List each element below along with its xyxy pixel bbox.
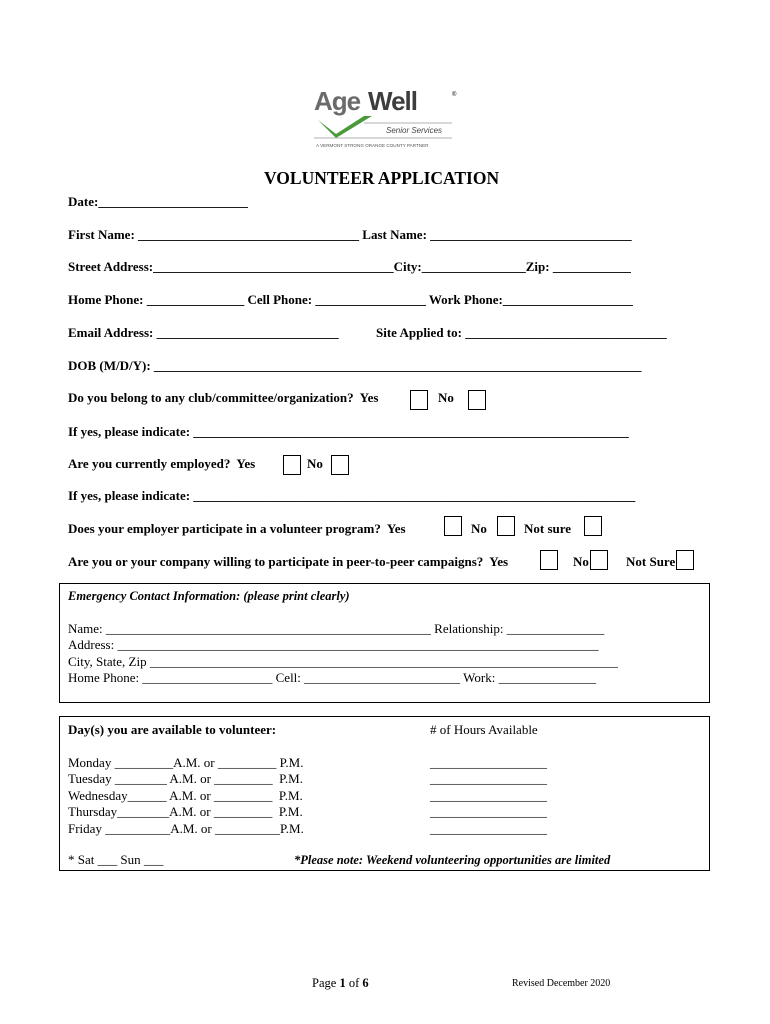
- revised-date: Revised December 2020: [512, 978, 611, 989]
- name-fields[interactable]: First Name: __________________________________ Last Name: _______________________________: [68, 227, 632, 242]
- hours-monday[interactable]: __________________: [430, 755, 547, 770]
- peer-no-label: No: [573, 554, 589, 569]
- logo-subtitle: Senior Services: [386, 126, 443, 135]
- employer-no-label: No: [471, 521, 487, 536]
- employed-no-checkbox[interactable]: [331, 455, 349, 475]
- emergency-heading: Emergency Contact Information: (please print clearly): [68, 589, 350, 603]
- emergency-name-field[interactable]: Name: __________________________________________________ Relationship: _______________: [68, 621, 605, 636]
- emergency-address-field[interactable]: Address: __________________________________________________________________________: [68, 637, 599, 652]
- employer-yes-checkbox[interactable]: [444, 516, 462, 536]
- page-current: 1: [339, 976, 346, 990]
- employer-question: Does your employer participate in a volunteer program? Yes: [68, 521, 406, 536]
- peer-yes-checkbox[interactable]: [540, 550, 558, 570]
- day-friday[interactable]: Friday __________A.M. or __________P.M.: [68, 821, 304, 836]
- site-applied-field[interactable]: Site Applied to: _______________________________: [376, 325, 667, 340]
- logo-age-text: Age: [314, 86, 361, 116]
- employed-no-label: No: [307, 456, 323, 471]
- phone-fields[interactable]: Home Phone: _______________ Cell Phone: _________________ Work Phone:____________________: [68, 292, 633, 307]
- employer-not-sure-label: Not sure: [524, 521, 572, 536]
- address-fields[interactable]: Street Address:_____________________________________City:________________Zip: ____________: [68, 259, 631, 274]
- page-title: VOLUNTEER APPLICATION: [264, 168, 500, 188]
- dob-field[interactable]: DOB (M/D/Y): ___________________________________________________________________________: [68, 358, 642, 373]
- weekend-field[interactable]: * Sat ___ Sun ___: [68, 852, 164, 867]
- page-prefix: Page: [312, 976, 340, 990]
- peer-not-sure-checkbox[interactable]: [676, 550, 694, 570]
- agewell-logo: [312, 86, 462, 152]
- employed-question: Are you currently employed? Yes: [68, 456, 256, 471]
- logo-swoosh: [318, 116, 372, 138]
- date-field[interactable]: Date:_______________________: [68, 194, 248, 209]
- day-monday[interactable]: Monday _________A.M. or _________ P.M.: [68, 755, 304, 770]
- club-indicate-field[interactable]: If yes, please indicate: ___________________________________________________________________: [68, 424, 629, 439]
- club-question: Do you belong to any club/committee/organization? Yes: [68, 390, 379, 405]
- hours-heading: # of Hours Available: [430, 722, 538, 737]
- day-thursday[interactable]: Thursday________A.M. or _________ P.M.: [68, 804, 303, 819]
- hours-thursday[interactable]: __________________: [430, 804, 547, 819]
- hours-tuesday[interactable]: __________________: [430, 771, 547, 786]
- weekend-note: *Please note: Weekend volunteering opportunities are limited: [294, 853, 611, 867]
- logo-reg-mark: ®: [452, 92, 457, 98]
- club-no-checkbox[interactable]: [468, 390, 486, 410]
- employed-indicate-field[interactable]: If yes, please indicate: ____________________________________________________________________: [68, 488, 636, 503]
- peer-not-sure-label: Not Sure: [626, 554, 676, 569]
- logo-well-text: Well: [368, 86, 417, 116]
- availability-heading: Day(s) you are available to volunteer:: [68, 722, 277, 737]
- page-number: [312, 976, 369, 991]
- page-of: of: [345, 976, 363, 990]
- hours-friday[interactable]: __________________: [430, 821, 547, 836]
- peer-no-checkbox[interactable]: [590, 550, 608, 570]
- hours-wednesday[interactable]: __________________: [430, 788, 547, 803]
- peer-question: Are you or your company willing to participate in peer-to-peer campaigns? Yes: [68, 554, 509, 569]
- emergency-city-field[interactable]: City, State, Zip ________________________________________________________________________: [68, 654, 618, 669]
- club-no-label: No: [438, 390, 454, 405]
- email-field[interactable]: Email Address: ____________________________: [68, 325, 339, 340]
- page-total: 6: [362, 976, 369, 990]
- day-wednesday[interactable]: Wednesday______ A.M. or _________ P.M.: [68, 788, 303, 803]
- day-tuesday[interactable]: Tuesday ________ A.M. or _________ P.M.: [68, 771, 303, 786]
- logo-tagline: A VERMONT STRONG ORANGE COUNTY PARTNER: [316, 143, 429, 148]
- club-yes-checkbox[interactable]: [410, 390, 428, 410]
- employed-yes-checkbox[interactable]: [283, 455, 301, 475]
- employer-not-sure-checkbox[interactable]: [584, 516, 602, 536]
- emergency-phone-field[interactable]: Home Phone: ____________________ Cell: ________________________ Work: _______________: [68, 670, 597, 685]
- employer-no-checkbox[interactable]: [497, 516, 515, 536]
